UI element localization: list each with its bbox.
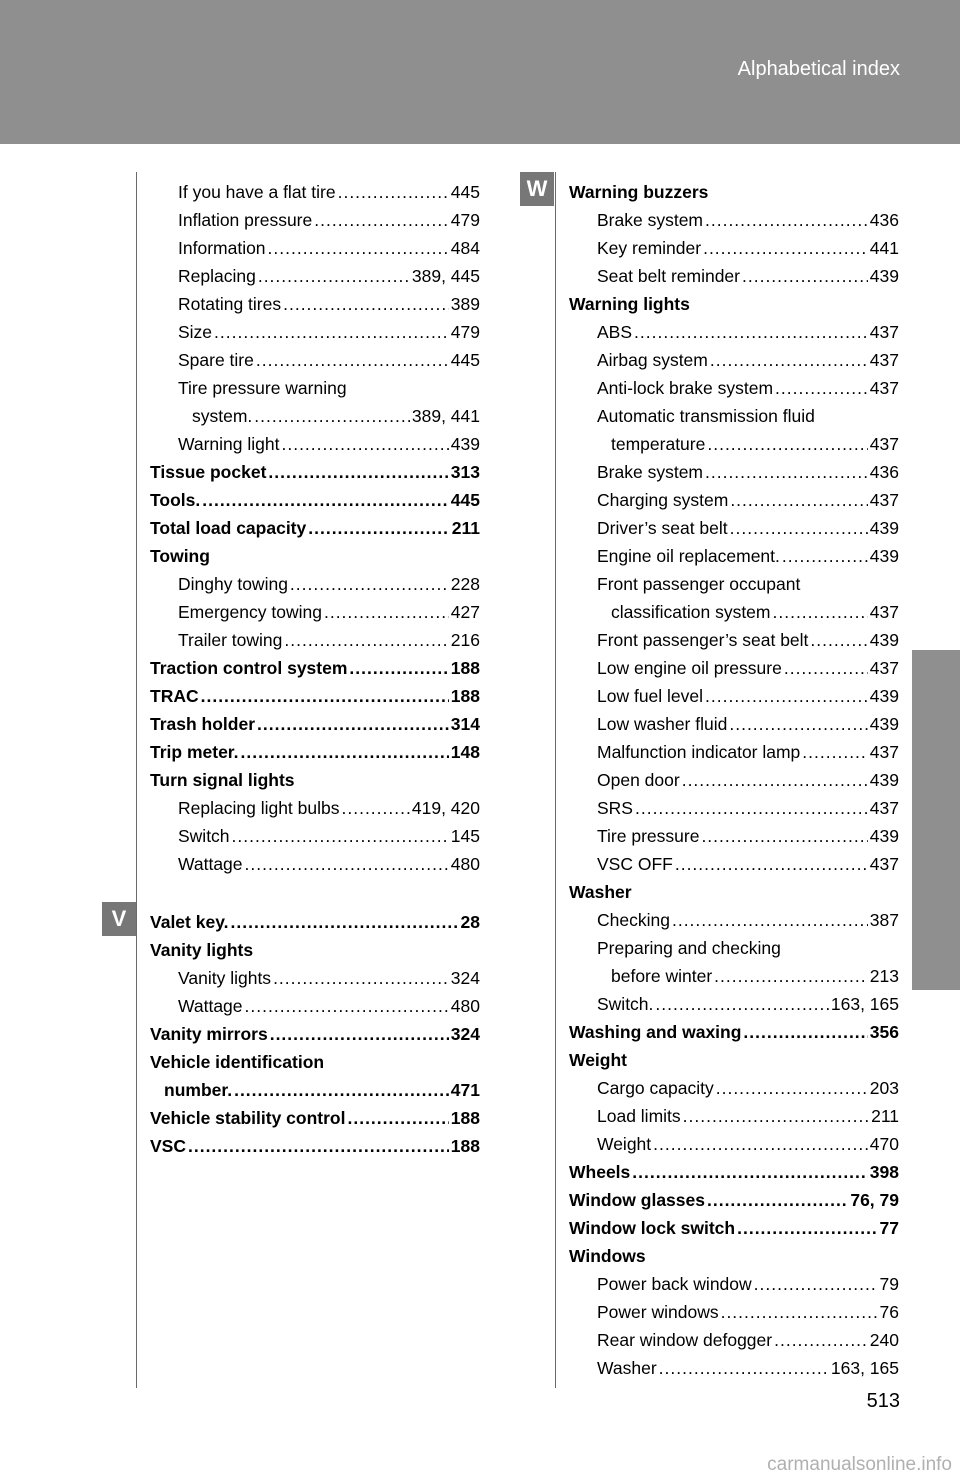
index-entry (569, 850, 899, 878)
dot-leader (231, 912, 459, 933)
index-entry-term: Anti-lock brake system (597, 377, 774, 398)
index-entry-page: 28 (460, 911, 480, 932)
index-entry (150, 402, 480, 430)
index-entry-page: 445 (450, 181, 480, 202)
dot-leader (802, 742, 868, 763)
index-entry-term: Switch (178, 825, 230, 846)
dot-leader (202, 490, 449, 511)
index-entry (569, 374, 899, 402)
index-entry-term: VSC (150, 1135, 186, 1156)
index-entry-page: 480 (450, 995, 480, 1016)
index-entry-page: 439 (869, 825, 899, 846)
dot-leader (201, 686, 449, 707)
index-entry (150, 936, 480, 964)
index-entry (569, 1242, 899, 1270)
index-entry (150, 992, 480, 1020)
dot-leader (214, 322, 449, 343)
index-entry-term: Wattage (178, 853, 243, 874)
dot-leader (721, 1302, 878, 1323)
index-entry-term: Spare tire (178, 349, 254, 370)
index-entry-term: number. (164, 1079, 233, 1100)
index-entry-page: 216 (450, 629, 480, 650)
dot-leader (232, 826, 449, 847)
index-entry-term: Cargo capacity (597, 1077, 714, 1098)
dot-leader (774, 1330, 868, 1351)
index-entry-page: 480 (450, 853, 480, 874)
index-entry-term: Automatic transmission fluid (597, 405, 815, 426)
index-entry (569, 542, 899, 570)
index-entry (569, 178, 899, 206)
index-entry-term: Size (178, 321, 213, 342)
index-entry-page: 437 (869, 433, 899, 454)
index-entry (569, 822, 899, 850)
dot-leader (705, 462, 868, 483)
dot-leader (270, 1024, 449, 1045)
dot-leader (754, 1274, 878, 1295)
index-entry-page: 389 (450, 293, 480, 314)
index-entry (569, 570, 899, 598)
index-entry-page: 445 (450, 349, 480, 370)
index-entry-page: 387 (869, 909, 899, 930)
index-entry-term: Wattage (178, 995, 243, 1016)
index-entry (150, 290, 480, 318)
index-entry-page: 211 (451, 517, 480, 538)
index-column-left-v (150, 908, 480, 1160)
index-entry-term: Driver’s seat belt (597, 517, 728, 538)
index-entry (569, 318, 899, 346)
index-entry-term: Front passenger’s seat belt (597, 629, 809, 650)
index-entry (150, 794, 480, 822)
index-entry (569, 1074, 899, 1102)
index-entry-term: Warning light (178, 433, 280, 454)
index-entry (569, 626, 899, 654)
index-entry-page: 437 (869, 321, 899, 342)
index-entry-term: Tools. (150, 489, 201, 510)
index-entry-page: 324 (450, 967, 480, 988)
index-entry-term: If you have a flat tire (178, 181, 336, 202)
index-entry (569, 1158, 899, 1186)
section-side-tab (912, 650, 960, 990)
index-entry-page: 163, 165 (830, 1357, 899, 1378)
index-entry-term: before winter (611, 965, 713, 986)
index-entry-term: Vanity lights (178, 967, 272, 988)
index-entry-page: 439 (869, 685, 899, 706)
index-entry (569, 206, 899, 234)
index-entry-term: Warning buzzers (569, 181, 709, 202)
dot-leader (775, 378, 868, 399)
dot-leader (284, 630, 448, 651)
index-entry-term: Valet key. (150, 911, 229, 932)
index-entry (569, 486, 899, 514)
index-entry-page: 213 (869, 965, 899, 986)
index-entry-term: Dinghy towing (178, 573, 288, 594)
index-entry-term: Power windows (597, 1301, 719, 1322)
index-entry (150, 598, 480, 626)
index-entry-page: 188 (450, 685, 480, 706)
index-entry (150, 1048, 480, 1076)
index-entry-page: 437 (869, 657, 899, 678)
index-entry-page: 145 (450, 825, 480, 846)
index-entry (569, 1354, 899, 1382)
dot-leader (653, 1134, 868, 1155)
dot-leader (730, 490, 867, 511)
index-entry-term: Open door (597, 769, 680, 790)
index-entry-page: 356 (869, 1021, 899, 1042)
index-entry-page: 439 (869, 629, 899, 650)
index-entry (150, 486, 480, 514)
dot-leader (245, 996, 449, 1017)
dot-leader (683, 1106, 869, 1127)
dot-leader (283, 294, 449, 315)
index-entry-page: 389, 441 (411, 405, 480, 426)
index-entry-term: Washing and waxing (569, 1021, 742, 1042)
index-column-left (150, 178, 480, 878)
dot-leader (784, 658, 868, 679)
index-entry-term: Traction control system (150, 657, 348, 678)
index-entry (569, 934, 899, 962)
index-entry-page: 324 (450, 1023, 480, 1044)
dot-leader (705, 210, 868, 231)
index-entry (150, 964, 480, 992)
page-title: Alphabetical index (737, 58, 900, 80)
index-entry (569, 654, 899, 682)
index-entry-term: Wheels (569, 1161, 631, 1182)
index-entry-term: Seat belt reminder (597, 265, 740, 286)
index-entry-page: 314 (450, 713, 480, 734)
index-entry-term: Brake system (597, 461, 703, 482)
index-entry-page: 479 (450, 209, 480, 230)
index-entry (150, 514, 480, 542)
index-entry (569, 290, 899, 318)
dot-leader (308, 518, 450, 539)
index-entry-term: Trailer towing (178, 629, 283, 650)
dot-leader (714, 966, 868, 987)
dot-leader (742, 266, 868, 287)
index-entry-page: 437 (869, 377, 899, 398)
index-entry-term: Malfunction indicator lamp (597, 741, 801, 762)
dot-leader (635, 798, 868, 819)
index-entry-page: 188 (450, 657, 480, 678)
index-entry-page: 470 (869, 1133, 899, 1154)
section-letter-w: W (520, 172, 554, 206)
dot-leader (655, 994, 828, 1015)
dot-leader (258, 266, 410, 287)
dot-leader (782, 546, 868, 567)
index-entry-term: Vehicle identification (150, 1051, 325, 1072)
index-entry-page: 437 (869, 797, 899, 818)
index-entry-term: Information (178, 237, 266, 258)
index-entry (569, 1298, 899, 1326)
index-entry (569, 878, 899, 906)
index-entry-term: Power back window (597, 1273, 752, 1294)
index-entry-term: Washer (597, 1357, 657, 1378)
column-divider-right (555, 172, 556, 1388)
index-entry-page: 188 (450, 1135, 480, 1156)
index-entry-term: temperature (611, 433, 706, 454)
index-entry (150, 374, 480, 402)
dot-leader (324, 602, 449, 623)
dot-leader (743, 1022, 867, 1043)
index-entry-term: system. (192, 405, 253, 426)
index-entry-page: 439 (869, 265, 899, 286)
dot-leader (188, 1136, 449, 1157)
index-entry-term: Front passenger occupant (597, 573, 801, 594)
index-entry (150, 1020, 480, 1048)
index-entry (150, 1132, 480, 1160)
dot-leader (716, 1078, 868, 1099)
dot-leader (254, 406, 410, 427)
index-entry-page: 437 (869, 489, 899, 510)
index-entry (150, 542, 480, 570)
index-entry-term: Tire pressure (597, 825, 700, 846)
index-entry-term: Total load capacity (150, 517, 307, 538)
index-entry-page: 436 (869, 209, 899, 230)
index-entry-term: Vehicle stability control (150, 1107, 346, 1128)
index-entry-term: Trash holder (150, 713, 256, 734)
index-entry-page: 211 (871, 1105, 899, 1126)
index-column-right (569, 178, 899, 1382)
index-entry (569, 682, 899, 710)
watermark: carmanualsonline.info (767, 1454, 952, 1475)
dot-leader (273, 968, 449, 989)
index-entry-page: 439 (869, 517, 899, 538)
index-entry-term: Tire pressure warning (178, 377, 347, 398)
index-entry-term: Preparing and checking (597, 937, 781, 958)
index-entry-term: Vanity lights (150, 939, 254, 960)
index-entry (569, 1214, 899, 1242)
index-entry (150, 458, 480, 486)
index-entry (569, 962, 899, 990)
dot-leader (245, 854, 449, 875)
index-entry-page: 389, 445 (411, 265, 480, 286)
index-entry-term: Charging system (597, 489, 729, 510)
index-entry-term: Washer (569, 881, 632, 902)
index-entry (569, 738, 899, 766)
index-entry-page: 437 (869, 853, 899, 874)
dot-leader (707, 1190, 848, 1211)
index-entry-term: Window lock switch (569, 1217, 736, 1238)
index-entry (150, 1104, 480, 1132)
index-entry-page: 439 (869, 769, 899, 790)
dot-leader (349, 658, 448, 679)
index-entry-term: Towing (150, 545, 210, 566)
index-entry (569, 1326, 899, 1354)
section-letter-v: V (102, 902, 136, 936)
dot-leader (810, 630, 867, 651)
index-entry-page: 240 (869, 1329, 899, 1350)
index-entry-page: 439 (869, 713, 899, 734)
index-entry (150, 822, 480, 850)
index-entry-term: Vanity mirrors (150, 1023, 268, 1044)
index-entry-term: Window glasses (569, 1189, 705, 1210)
index-entry (569, 430, 899, 458)
index-entry-term: Weight (569, 1049, 628, 1070)
index-entry (150, 908, 480, 936)
index-entry-page: 228 (450, 573, 480, 594)
dot-leader (659, 1358, 829, 1379)
index-entry (150, 710, 480, 738)
dot-leader (342, 798, 410, 819)
dot-leader (241, 742, 449, 763)
dot-leader (234, 1080, 449, 1101)
index-entry (150, 570, 480, 598)
dot-leader (729, 714, 867, 735)
index-entry-page: 203 (869, 1077, 899, 1098)
index-entry-term: Checking (597, 909, 670, 930)
dot-leader (737, 1218, 877, 1239)
dot-leader (632, 1162, 868, 1183)
index-entry-term: Low fuel level (597, 685, 704, 706)
index-entry-term: TRAC (150, 685, 199, 706)
index-entry (569, 402, 899, 430)
index-entry-page: 79 (879, 1273, 899, 1294)
index-entry (569, 458, 899, 486)
index-entry (569, 1130, 899, 1158)
index-entry (569, 346, 899, 374)
index-entry-term: Key reminder (597, 237, 702, 258)
dot-leader (682, 770, 868, 791)
index-entry (150, 654, 480, 682)
index-entry (569, 1102, 899, 1130)
index-entry-term: ABS (597, 321, 633, 342)
dot-leader (773, 602, 868, 623)
dot-leader (710, 350, 868, 371)
index-entry-page: 398 (869, 1161, 899, 1182)
index-entry-term: Brake system (597, 209, 703, 230)
index-entry-page: 77 (879, 1217, 899, 1238)
dot-leader (730, 518, 868, 539)
index-entry-term: Trip meter. (150, 741, 239, 762)
index-entry-page: 163, 165 (830, 993, 899, 1014)
index-entry-page: 439 (450, 433, 480, 454)
index-entry-term: Warning lights (569, 293, 690, 314)
index-entry (569, 514, 899, 542)
index-entry-term: Rotating tires (178, 293, 282, 314)
index-entry (569, 1270, 899, 1298)
index-entry (150, 206, 480, 234)
index-entry-term: Turn signal lights (150, 769, 295, 790)
index-entry (150, 234, 480, 262)
index-entry-page: 313 (450, 461, 480, 482)
index-entry-page: 479 (450, 321, 480, 342)
index-entry-term: VSC OFF (597, 853, 673, 874)
index-entry-page: 437 (869, 741, 899, 762)
index-entry (150, 262, 480, 290)
index-entry-term: Replacing (178, 265, 256, 286)
index-entry (150, 850, 480, 878)
index-entry-page: 439 (869, 545, 899, 566)
dot-leader (314, 210, 449, 231)
dot-leader (703, 238, 868, 259)
index-entry-term: Windows (569, 1245, 646, 1266)
dot-leader (672, 910, 868, 931)
index-entry (569, 262, 899, 290)
index-entry-page: 427 (450, 601, 480, 622)
dot-leader (347, 1108, 448, 1129)
index-entry (569, 766, 899, 794)
index-entry (569, 906, 899, 934)
index-entry-term: Low engine oil pressure (597, 657, 782, 678)
index-entry-term: Inflation pressure (178, 209, 313, 230)
index-entry (150, 766, 480, 794)
index-entry-term: Emergency towing (178, 601, 322, 622)
dot-leader (675, 854, 868, 875)
dot-leader (701, 826, 867, 847)
index-entry-page: 76, 79 (850, 1189, 899, 1210)
index-entry-page: 436 (869, 461, 899, 482)
index-entry-term: Replacing light bulbs (178, 797, 340, 818)
index-entry (150, 430, 480, 458)
index-entry (569, 1018, 899, 1046)
index-entry (569, 794, 899, 822)
dot-leader (268, 238, 449, 259)
index-entry-page: 441 (869, 237, 899, 258)
index-entry-page: 188 (450, 1107, 480, 1128)
index-entry (569, 234, 899, 262)
dot-leader (634, 322, 868, 343)
index-entry (569, 990, 899, 1018)
dot-leader (256, 350, 449, 371)
index-entry-term: Load limits (597, 1105, 681, 1126)
index-entry-term: Engine oil replacement. (597, 545, 780, 566)
dot-leader (705, 686, 868, 707)
index-entry-page: 471 (450, 1079, 480, 1100)
dot-leader (707, 434, 867, 455)
index-entry (150, 178, 480, 206)
index-entry-page: 148 (450, 741, 480, 762)
index-entry-term: SRS (597, 797, 633, 818)
page-number: 513 (866, 1390, 900, 1412)
index-entry-page: 445 (450, 489, 480, 510)
index-entry (150, 1076, 480, 1104)
index-entry-term: Tissue pocket (150, 461, 267, 482)
index-entry-term: Rear window defogger (597, 1329, 773, 1350)
index-entry-term: Airbag system (597, 349, 708, 370)
index-entry-page: 437 (869, 349, 899, 370)
index-entry-term: Weight (597, 1133, 652, 1154)
index-entry (569, 710, 899, 738)
index-entry (150, 682, 480, 710)
dot-leader (281, 434, 448, 455)
dot-leader (257, 714, 449, 735)
index-entry-term: classification system (611, 601, 771, 622)
index-entry (569, 1186, 899, 1214)
dot-leader (290, 574, 449, 595)
index-entry (150, 626, 480, 654)
dot-leader (338, 182, 449, 203)
dot-leader (268, 462, 448, 483)
index-entry-page: 437 (869, 601, 899, 622)
index-entry (150, 318, 480, 346)
index-entry-page: 76 (879, 1301, 899, 1322)
index-entry (569, 598, 899, 626)
index-entry (150, 738, 480, 766)
index-entry (150, 346, 480, 374)
index-entry-term: Switch. (597, 993, 654, 1014)
index-entry-term: Low washer fluid (597, 713, 728, 734)
index-entry-page: 484 (450, 237, 480, 258)
index-entry (569, 1046, 899, 1074)
index-entry-page: 419, 420 (411, 797, 480, 818)
column-divider-left (136, 172, 137, 1388)
